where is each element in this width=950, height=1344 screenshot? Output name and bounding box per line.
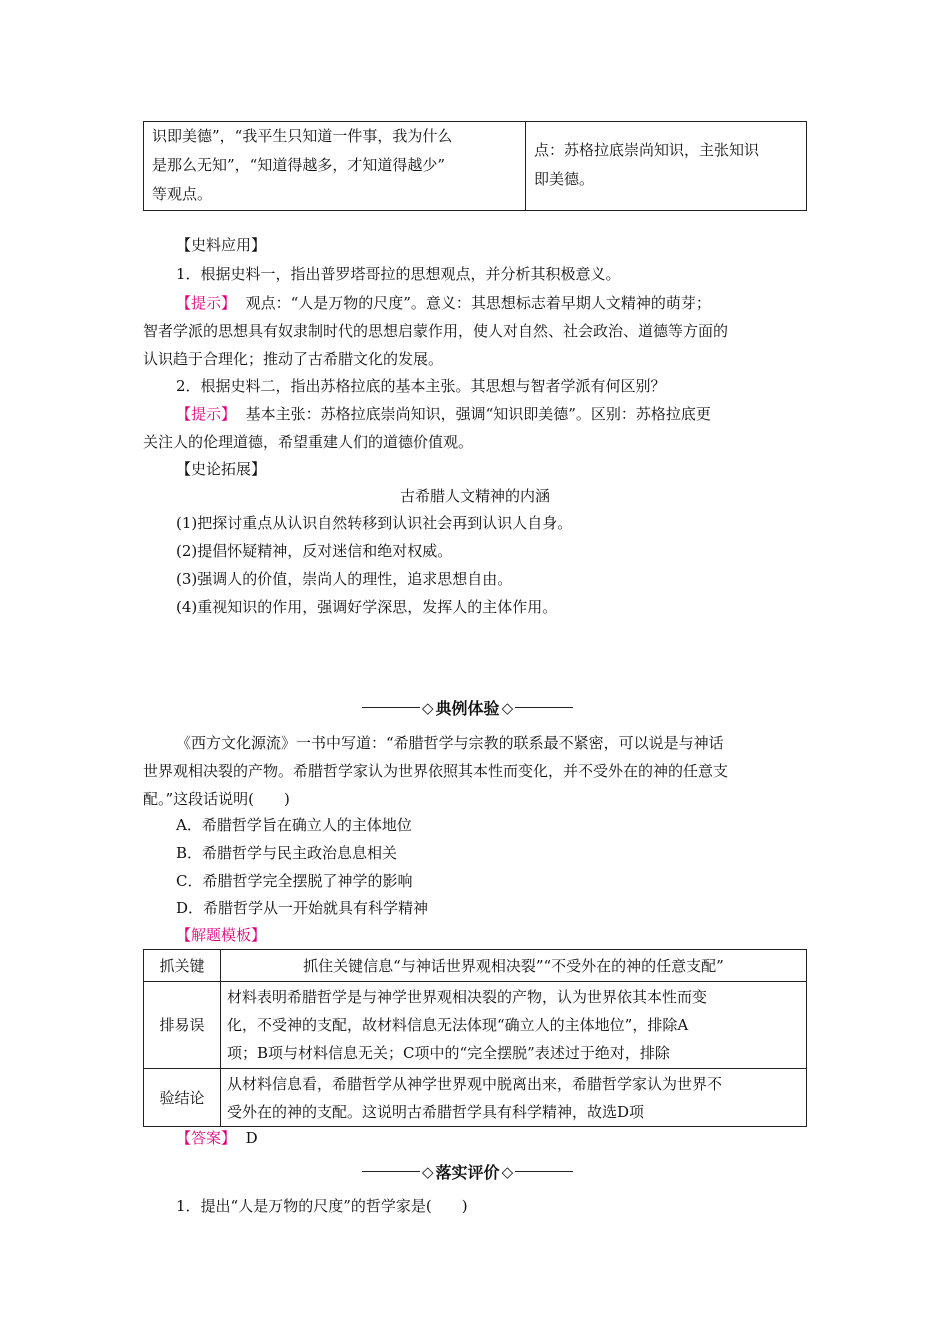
template-tag: 【解题模板】 <box>176 926 267 944</box>
answer-text: 基本主张：苏格拉底崇尚知识，强调“知识即美德”。区别：苏格拉底更 <box>245 405 711 423</box>
row-line: 材料表明希腊哲学是与神学世界观相决裂的产物，认为世界依其本性而变 <box>227 988 708 1006</box>
hint-tag: 【提示】 <box>176 294 237 312</box>
list-item: (2)提倡怀疑精神，反对迷信和绝对权威。 <box>176 542 453 560</box>
example-stem-line: 世界观相决裂的产物。希腊哲学家认为世界依照其本性而变化，并不受外在的神的任意支 <box>143 762 729 780</box>
row-content <box>221 950 807 982</box>
table-row <box>144 950 807 982</box>
practice-question-1: 1．提出“人是万物的尺度”的哲学家是( ) <box>176 1197 468 1215</box>
comparison-table <box>143 121 807 211</box>
table-row <box>144 982 807 1069</box>
cell-line: 是那么无知”，“知道得越多，才知道得越少” <box>152 156 446 174</box>
shiliao-heading: 【史料应用】 <box>176 236 267 254</box>
answer-line: 智者学派的思想具有奴隶制时代的思想启蒙作用，使人对自然、社会政治、道德等方面的 <box>143 322 729 340</box>
answer-line <box>176 1128 841 1148</box>
option-b: B．希腊哲学与民主政治息息相关 <box>176 844 398 862</box>
list-item: (1)把探讨重点从认识自然转移到认识社会再到认识人自身。 <box>176 514 573 532</box>
row-content <box>221 982 807 1069</box>
row-key: 验结论 <box>144 1069 221 1127</box>
table-row <box>144 1069 807 1127</box>
shilun-heading: 【史论拓展】 <box>176 460 267 478</box>
row-line: 抓住关键信息“与神话世界观相决裂”“不受外在的神的任意支配” <box>303 956 724 975</box>
shilun-title: 古希腊人文精神的内涵 <box>399 487 550 505</box>
list-item: (4)重视知识的作用，强调好学深思，发挥人的主体作用。 <box>176 598 558 616</box>
question-2: 2．根据史料二，指出苏格拉底的基本主张。其思想与智者学派有何区别？ <box>176 377 666 395</box>
list-item: (3)强调人的价值，崇尚人的理性，追求思想自由。 <box>176 570 513 588</box>
table-cell-right <box>526 122 807 211</box>
option-c: C．希腊哲学完全摆脱了神学的影响 <box>176 872 413 890</box>
section-divider: ◇ 典例体验 ◇ <box>362 696 573 719</box>
example-stem-line: 《西方文化源流》一书中写道：“希腊哲学与宗教的联系最不紧密，可以说是与神话 <box>176 734 724 752</box>
row-line: 项；B项与材料信息无关；C项中的“完全摆脱”表述过于绝对，排除 <box>227 1044 670 1062</box>
section-title: 落实评价 <box>435 1163 500 1182</box>
cell-line: 点：苏格拉底崇尚知识，主张知识 <box>534 141 760 159</box>
answer-text: 观点：“人是万物的尺度”。意义：其思想标志着早期人文精神的萌芽； <box>245 294 711 312</box>
row-key: 排易误 <box>144 982 221 1069</box>
example-stem-line: 配。”这段话说明( ) <box>143 790 290 808</box>
cell-line: 等观点。 <box>152 185 213 203</box>
hint-tag: 【提示】 <box>176 405 237 423</box>
row-line: 从材料信息看，希腊哲学从神学世界观中脱离出来，希腊哲学家认为世界不 <box>227 1074 723 1093</box>
table-cell-left <box>144 122 526 211</box>
cell-line: 即美德。 <box>534 170 595 188</box>
hint-line-1 <box>176 293 841 313</box>
hint-line-2 <box>176 404 841 424</box>
row-line: 化，不受神的支配，故材料信息无法体现“确立人的主体地位”，排除A <box>227 1016 689 1034</box>
row-line: 受外在的神的支配。这说明古希腊哲学具有科学精神，故选D项 <box>227 1102 645 1121</box>
cell-line: 识即美德”，“我平生只知道一件事，我为什么 <box>152 127 453 145</box>
solution-template-table <box>143 949 807 1127</box>
row-key: 抓关键 <box>144 950 221 982</box>
answer-line: 关注人的伦理道德，希望重建人们的道德价值观。 <box>143 433 474 451</box>
answer-tag: 【答案】 <box>176 1129 237 1147</box>
answer-line: 认识趋于合理化；推动了古希腊文化的发展。 <box>143 350 444 368</box>
question-1: 1．根据史料一，指出普罗塔哥拉的思想观点，并分析其积极意义。 <box>176 265 621 283</box>
section-title: 典例体验 <box>435 699 500 718</box>
answer-value: D <box>245 1129 258 1147</box>
option-d: D．希腊哲学从一开始就具有科学精神 <box>176 899 429 917</box>
section-divider: ◇ 落实评价 ◇ <box>362 1160 573 1183</box>
option-a: A．希腊哲学旨在确立人的主体地位 <box>176 816 412 834</box>
row-content <box>221 1069 807 1127</box>
